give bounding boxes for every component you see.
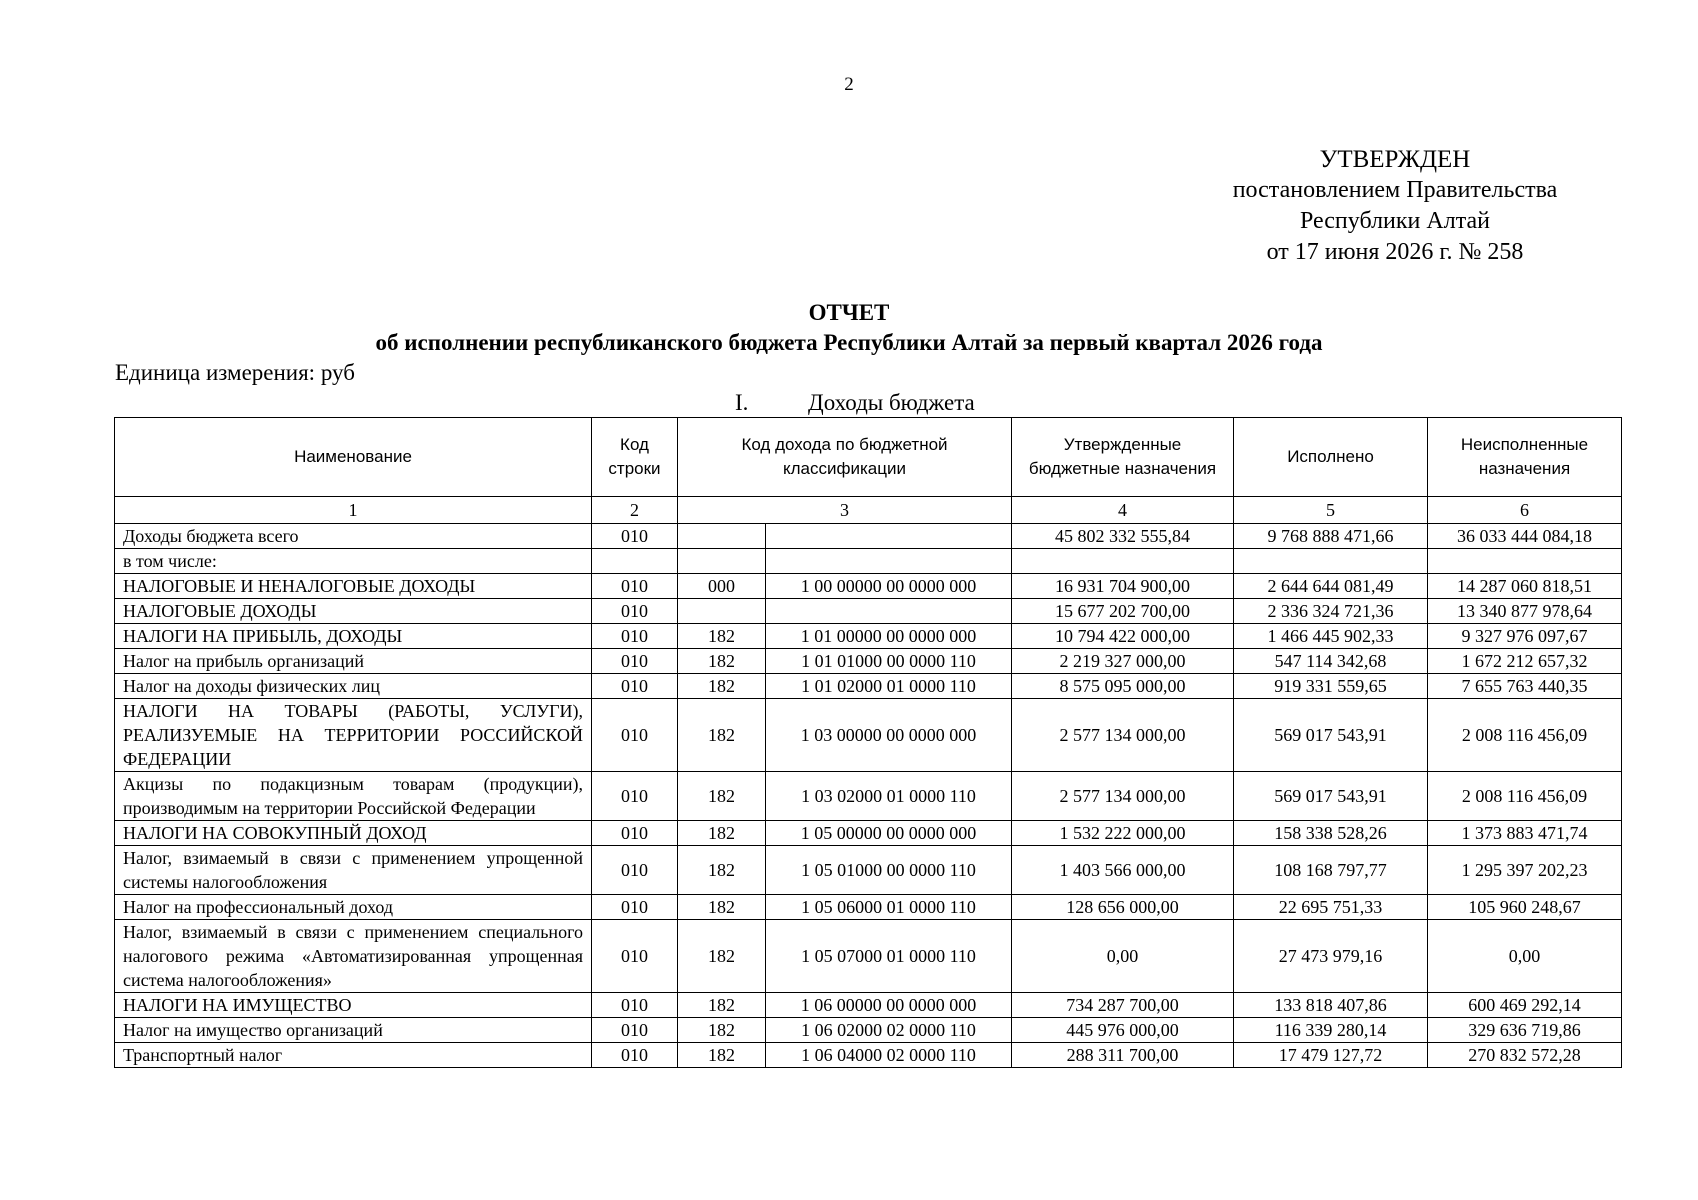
cell-unexecuted: 9 327 976 097,67 bbox=[1428, 624, 1622, 649]
cell-unexecuted: 0,00 bbox=[1428, 920, 1622, 993]
cell-income-code: 1 01 02000 01 0000 110 bbox=[766, 674, 1012, 699]
cell-unexecuted: 105 960 248,67 bbox=[1428, 895, 1622, 920]
header-unexecuted: Неисполненные назначения bbox=[1428, 418, 1622, 497]
cell-admin-code: 000 bbox=[678, 574, 766, 599]
cell-approved: 2 577 134 000,00 bbox=[1012, 772, 1234, 821]
cell-name: НАЛОГИ НА ПРИБЫЛЬ, ДОХОДЫ bbox=[115, 624, 592, 649]
cell-executed: 9 768 888 471,66 bbox=[1234, 524, 1428, 549]
cell-approved bbox=[1012, 549, 1234, 574]
report-title: ОТЧЕТ bbox=[808, 300, 890, 325]
income-table bbox=[114, 417, 1622, 1068]
table-row bbox=[115, 699, 1622, 772]
cell-name: НАЛОГОВЫЕ ДОХОДЫ bbox=[115, 599, 592, 624]
header-executed: Исполнено bbox=[1234, 418, 1428, 497]
cell-approved: 10 794 422 000,00 bbox=[1012, 624, 1234, 649]
cell-unexecuted: 1 672 212 657,32 bbox=[1428, 649, 1622, 674]
table-row bbox=[115, 993, 1622, 1018]
cell-name: НАЛОГИ НА СОВОКУПНЫЙ ДОХОД bbox=[115, 821, 592, 846]
cell-unexecuted bbox=[1428, 549, 1622, 574]
cell-line-code: 010 bbox=[592, 846, 678, 895]
cell-unexecuted: 2 008 116 456,09 bbox=[1428, 699, 1622, 772]
cell-income-code: 1 06 00000 00 0000 000 bbox=[766, 993, 1012, 1018]
cell-income-code: 1 00 00000 00 0000 000 bbox=[766, 574, 1012, 599]
cell-income-code: 1 01 01000 00 0000 110 bbox=[766, 649, 1012, 674]
table-row bbox=[115, 920, 1622, 993]
cell-income-code: 1 05 07000 01 0000 110 bbox=[766, 920, 1012, 993]
cell-executed: 547 114 342,68 bbox=[1234, 649, 1428, 674]
cell-unexecuted: 329 636 719,86 bbox=[1428, 1018, 1622, 1043]
cell-approved: 0,00 bbox=[1012, 920, 1234, 993]
cell-unexecuted: 270 832 572,28 bbox=[1428, 1043, 1622, 1068]
approval-line-1: постановлением Правительства bbox=[1232, 177, 1558, 203]
cell-name: Транспортный налог bbox=[115, 1043, 592, 1068]
cell-line-code bbox=[592, 549, 678, 574]
cell-approved: 1 403 566 000,00 bbox=[1012, 846, 1234, 895]
table-body bbox=[115, 524, 1622, 1068]
cell-approved: 2 577 134 000,00 bbox=[1012, 699, 1234, 772]
cell-name: НАЛОГИ НА ИМУЩЕСТВО bbox=[115, 993, 592, 1018]
cell-line-code: 010 bbox=[592, 920, 678, 993]
cell-line-code: 010 bbox=[592, 821, 678, 846]
cell-income-code: 1 06 04000 02 0000 110 bbox=[766, 1043, 1012, 1068]
table-row bbox=[115, 1043, 1622, 1068]
column-number: 3 bbox=[678, 497, 1012, 524]
cell-name: Налог на профессиональный доход bbox=[115, 895, 592, 920]
section-number: I. bbox=[735, 390, 749, 415]
table-row bbox=[115, 821, 1622, 846]
cell-executed: 569 017 543,91 bbox=[1234, 699, 1428, 772]
table-row bbox=[115, 574, 1622, 599]
cell-name: в том числе: bbox=[115, 549, 592, 574]
cell-admin-code: 182 bbox=[678, 821, 766, 846]
table-row bbox=[115, 895, 1622, 920]
cell-approved: 288 311 700,00 bbox=[1012, 1043, 1234, 1068]
cell-executed: 133 818 407,86 bbox=[1234, 993, 1428, 1018]
cell-line-code: 010 bbox=[592, 1018, 678, 1043]
table-row bbox=[115, 772, 1622, 821]
cell-admin-code: 182 bbox=[678, 649, 766, 674]
cell-executed: 1 466 445 902,33 bbox=[1234, 624, 1428, 649]
header-approved: Утвержденные бюджетные назначения bbox=[1012, 418, 1234, 497]
table-row bbox=[115, 674, 1622, 699]
cell-executed: 116 339 280,14 bbox=[1234, 1018, 1428, 1043]
cell-executed: 2 644 644 081,49 bbox=[1234, 574, 1428, 599]
cell-admin-code: 182 bbox=[678, 674, 766, 699]
column-number: 5 bbox=[1234, 497, 1428, 524]
table-row bbox=[115, 649, 1622, 674]
cell-unexecuted: 7 655 763 440,35 bbox=[1428, 674, 1622, 699]
cell-income-code bbox=[766, 549, 1012, 574]
approval-heading: УТВЕРЖДЕН bbox=[1319, 146, 1471, 173]
approval-line-2: Республики Алтай bbox=[1300, 208, 1490, 234]
report-subtitle: об исполнении республиканского бюджета Республики Алтай за первый квартал 2026 года bbox=[375, 330, 1323, 355]
cell-approved: 1 532 222 000,00 bbox=[1012, 821, 1234, 846]
section-heading bbox=[735, 390, 975, 416]
column-number: 4 bbox=[1012, 497, 1234, 524]
cell-unexecuted: 1 373 883 471,74 bbox=[1428, 821, 1622, 846]
cell-executed bbox=[1234, 549, 1428, 574]
approval-line-3: от 17 июня 2026 г. № 258 bbox=[1266, 239, 1524, 265]
cell-unexecuted: 13 340 877 978,64 bbox=[1428, 599, 1622, 624]
cell-line-code: 010 bbox=[592, 699, 678, 772]
cell-line-code: 010 bbox=[592, 574, 678, 599]
cell-name: Налог, взимаемый в связи с применением упрощенной системы налогообложения bbox=[115, 846, 592, 895]
cell-unexecuted: 600 469 292,14 bbox=[1428, 993, 1622, 1018]
cell-name: Налог, взимаемый в связи с применением специального налогового режима «Автоматизированная упрощенная система налогообложения» bbox=[115, 920, 592, 993]
cell-name: Налог на прибыль организаций bbox=[115, 649, 592, 674]
cell-line-code: 010 bbox=[592, 993, 678, 1018]
cell-approved: 2 219 327 000,00 bbox=[1012, 649, 1234, 674]
header-income-code: Код дохода по бюджетной классификации bbox=[678, 418, 1012, 497]
cell-admin-code: 182 bbox=[678, 846, 766, 895]
cell-approved: 15 677 202 700,00 bbox=[1012, 599, 1234, 624]
cell-income-code: 1 03 00000 00 0000 000 bbox=[766, 699, 1012, 772]
cell-name: НАЛОГИ НА ТОВАРЫ (РАБОТЫ, УСЛУГИ), РЕАЛИЗУЕМЫЕ НА ТЕРРИТОРИИ РОССИЙСКОЙ ФЕДЕРАЦИИ bbox=[115, 699, 592, 772]
cell-income-code: 1 06 02000 02 0000 110 bbox=[766, 1018, 1012, 1043]
cell-income-code: 1 05 00000 00 0000 000 bbox=[766, 821, 1012, 846]
cell-executed: 158 338 528,26 bbox=[1234, 821, 1428, 846]
cell-income-code bbox=[766, 599, 1012, 624]
cell-income-code: 1 03 02000 01 0000 110 bbox=[766, 772, 1012, 821]
approval-stamp bbox=[1180, 144, 1610, 268]
cell-admin-code bbox=[678, 524, 766, 549]
cell-line-code: 010 bbox=[592, 649, 678, 674]
cell-admin-code bbox=[678, 599, 766, 624]
cell-income-code: 1 01 00000 00 0000 000 bbox=[766, 624, 1012, 649]
table-row bbox=[115, 1018, 1622, 1043]
cell-name: Акцизы по подакцизным товарам (продукции), производимым на территории Российской Федерации bbox=[115, 772, 592, 821]
cell-executed: 17 479 127,72 bbox=[1234, 1043, 1428, 1068]
page-number: 2 bbox=[844, 74, 854, 95]
cell-admin-code: 182 bbox=[678, 772, 766, 821]
cell-line-code: 010 bbox=[592, 1043, 678, 1068]
cell-approved: 128 656 000,00 bbox=[1012, 895, 1234, 920]
cell-line-code: 010 bbox=[592, 674, 678, 699]
table-row bbox=[115, 524, 1622, 549]
cell-income-code bbox=[766, 524, 1012, 549]
cell-admin-code: 182 bbox=[678, 624, 766, 649]
cell-line-code: 010 bbox=[592, 772, 678, 821]
cell-admin-code bbox=[678, 549, 766, 574]
cell-name: Налог на доходы физических лиц bbox=[115, 674, 592, 699]
cell-admin-code: 182 bbox=[678, 1043, 766, 1068]
cell-unexecuted: 14 287 060 818,51 bbox=[1428, 574, 1622, 599]
cell-line-code: 010 bbox=[592, 624, 678, 649]
cell-unexecuted: 1 295 397 202,23 bbox=[1428, 846, 1622, 895]
cell-approved: 45 802 332 555,84 bbox=[1012, 524, 1234, 549]
cell-unexecuted: 2 008 116 456,09 bbox=[1428, 772, 1622, 821]
cell-admin-code: 182 bbox=[678, 1018, 766, 1043]
column-number: 6 bbox=[1428, 497, 1622, 524]
cell-approved: 734 287 700,00 bbox=[1012, 993, 1234, 1018]
cell-executed: 27 473 979,16 bbox=[1234, 920, 1428, 993]
cell-approved: 445 976 000,00 bbox=[1012, 1018, 1234, 1043]
table-row bbox=[115, 549, 1622, 574]
column-number: 1 bbox=[115, 497, 592, 524]
cell-approved: 16 931 704 900,00 bbox=[1012, 574, 1234, 599]
cell-executed: 22 695 751,33 bbox=[1234, 895, 1428, 920]
cell-income-code: 1 05 01000 00 0000 110 bbox=[766, 846, 1012, 895]
table-row bbox=[115, 846, 1622, 895]
table-header-row bbox=[115, 418, 1622, 497]
cell-executed: 108 168 797,77 bbox=[1234, 846, 1428, 895]
cell-line-code: 010 bbox=[592, 895, 678, 920]
cell-name: НАЛОГОВЫЕ И НЕНАЛОГОВЫЕ ДОХОДЫ bbox=[115, 574, 592, 599]
header-name: Наименование bbox=[115, 418, 592, 497]
cell-name: Налог на имущество организаций bbox=[115, 1018, 592, 1043]
cell-unexecuted: 36 033 444 084,18 bbox=[1428, 524, 1622, 549]
cell-line-code: 010 bbox=[592, 599, 678, 624]
units-label: Единица измерения: руб bbox=[115, 360, 355, 385]
cell-executed: 919 331 559,65 bbox=[1234, 674, 1428, 699]
cell-admin-code: 182 bbox=[678, 699, 766, 772]
cell-executed: 2 336 324 721,36 bbox=[1234, 599, 1428, 624]
cell-income-code: 1 05 06000 01 0000 110 bbox=[766, 895, 1012, 920]
section-label: Доходы бюджета bbox=[808, 390, 975, 415]
table-row bbox=[115, 624, 1622, 649]
header-line-code: Код строки bbox=[592, 418, 678, 497]
cell-admin-code: 182 bbox=[678, 895, 766, 920]
table-row bbox=[115, 599, 1622, 624]
cell-executed: 569 017 543,91 bbox=[1234, 772, 1428, 821]
cell-approved: 8 575 095 000,00 bbox=[1012, 674, 1234, 699]
column-number: 2 bbox=[592, 497, 678, 524]
cell-name: Доходы бюджета всего bbox=[115, 524, 592, 549]
column-number-row bbox=[115, 497, 1622, 524]
cell-admin-code: 182 bbox=[678, 920, 766, 993]
cell-line-code: 010 bbox=[592, 524, 678, 549]
cell-admin-code: 182 bbox=[678, 993, 766, 1018]
